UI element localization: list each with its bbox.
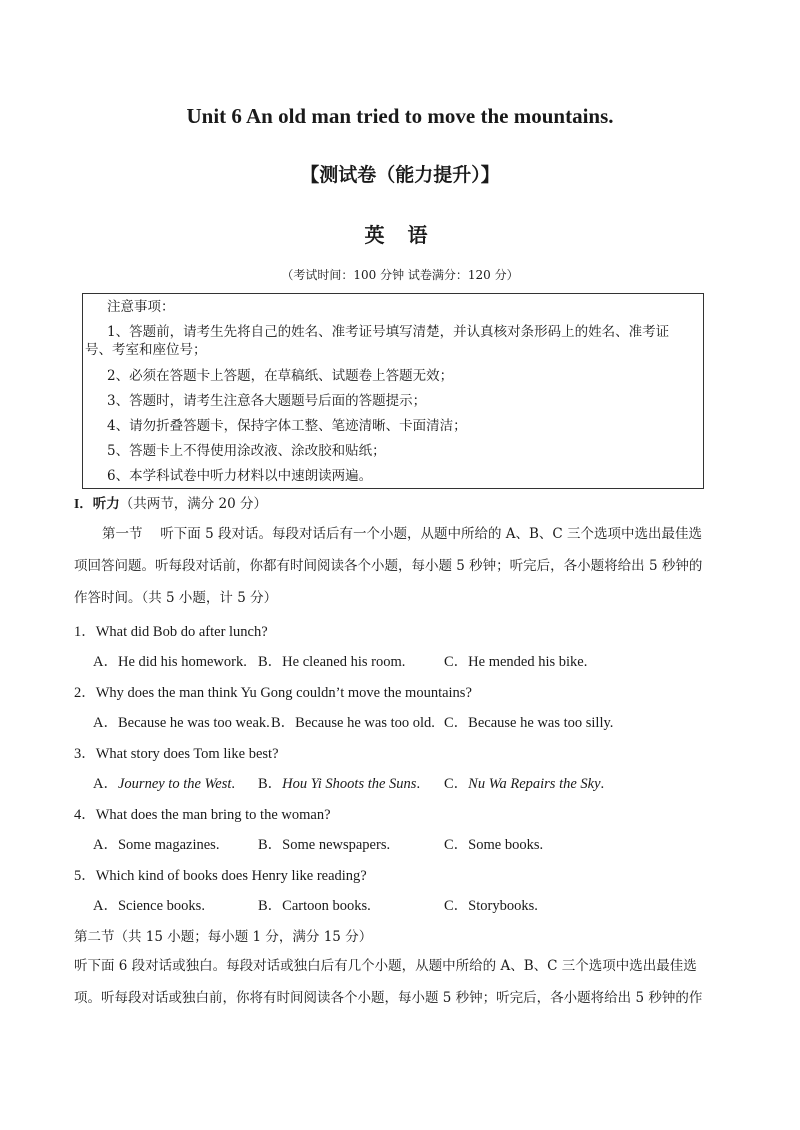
question-4-option-b: B．Some newspapers.: [258, 837, 391, 853]
question-4-option-c: C．Some books.: [444, 837, 544, 853]
part1-instructions: [74, 518, 728, 614]
part1-line-1: 第一节 听下面 5 段对话。每段对话后有一个小题，从题中所给的 A、B、C 三个选项中选出最佳选: [102, 526, 703, 542]
part2-instructions: [74, 950, 728, 1014]
question-4: 4．What does the man bring to the woman?: [74, 807, 331, 823]
notice-item-1-cont: 号、考室和座位号；: [85, 342, 207, 358]
question-4-option-a: A．Some magazines.: [93, 837, 220, 853]
notice-item-2: 2、必须在答题卡上答题，在草稿纸、试题卷上答题无效；: [107, 368, 454, 384]
part1-line-2: 项回答问题。听每段对话前，你都有时间阅读各个小题，每小题 5 秒钟；听完后，各小题将给出 5 秒钟的: [74, 558, 703, 574]
document-subtitle: 【测试卷（能力提升）】: [300, 164, 500, 186]
question-3: 3．What story does Tom like best?: [74, 746, 279, 762]
part2-heading: 第二节（共 15 小题；每小题 1 分，满分 15 分）: [74, 929, 373, 945]
part2-line-2: 项。听每段对话或独白前，你将有时间阅读各个小题，每小题 5 秒钟；听完后，各小题将给出 5 秒钟的作: [74, 990, 703, 1006]
question-1-option-b: B．He cleaned his room.: [258, 654, 406, 670]
notice-item-3: 3、答题时，请考生注意各大题题号后面的答题提示；: [107, 393, 427, 409]
subject-heading: 英 语: [364, 223, 436, 247]
notice-item-5: 5、答题卡上不得使用涂改液、涂改胶和贴纸；: [107, 443, 386, 459]
question-2-option-a: A．Because he was too weak.: [93, 715, 270, 731]
notice-item-4: 4、请勿折叠答题卡，保持字体工整、笔迹清晰、卡面清洁；: [107, 418, 467, 434]
question-5-option-b: B．Cartoon books.: [258, 898, 371, 914]
notice-heading: 注意事项：: [107, 299, 175, 315]
question-3-option-c: C．Nu Wa Repairs the Sky.: [444, 776, 605, 792]
question-5-option-a: A．Science books.: [93, 898, 205, 914]
notice-box: [82, 293, 704, 489]
question-5-option-c: C．Storybooks.: [444, 898, 538, 914]
section-heading: [74, 492, 267, 512]
question-2: 2．Why does the man think Yu Gong couldn’t move the mountains?: [74, 685, 472, 701]
question-1-option-c: C．He mended his bike.: [444, 654, 588, 670]
exam-info: （考试时间：100 分钟 试卷满分：120 分）: [281, 268, 519, 282]
document-title: Unit 6 An old man tried to move the mountains.: [186, 104, 614, 128]
question-3-option-b: B．Hou Yi Shoots the Suns.: [258, 776, 421, 792]
notice-item-6: 6、本学科试卷中听力材料以中速朗读两遍。: [107, 468, 373, 484]
part2-line-1: 听下面 6 段对话或独白。每段对话或独白后有几个小题，从题中所给的 A、B、C 三个选项中选出最佳选: [74, 958, 697, 974]
question-2-option-c: C．Because he was too silly.: [444, 715, 614, 731]
part1-line-3: 作答时间。（共 5 小题，计 5 分）: [74, 590, 278, 606]
question-1: 1．What did Bob do after lunch?: [74, 624, 268, 640]
question-2-option-b: B．Because he was too old.: [271, 715, 435, 731]
notice-item-1: 1、答题前，请考生先将自己的姓名、准考证号填写清楚，并认真核对条形码上的姓名、准考证: [107, 324, 670, 340]
question-5: 5．Which kind of books does Henry like reading?: [74, 868, 367, 884]
section-desc: （共两节，满分 20 分）: [119, 496, 268, 512]
section-label: I．听力: [74, 496, 120, 511]
question-1-option-a: A．He did his homework.: [93, 654, 247, 670]
question-3-option-a: A．Journey to the West.: [93, 776, 236, 792]
